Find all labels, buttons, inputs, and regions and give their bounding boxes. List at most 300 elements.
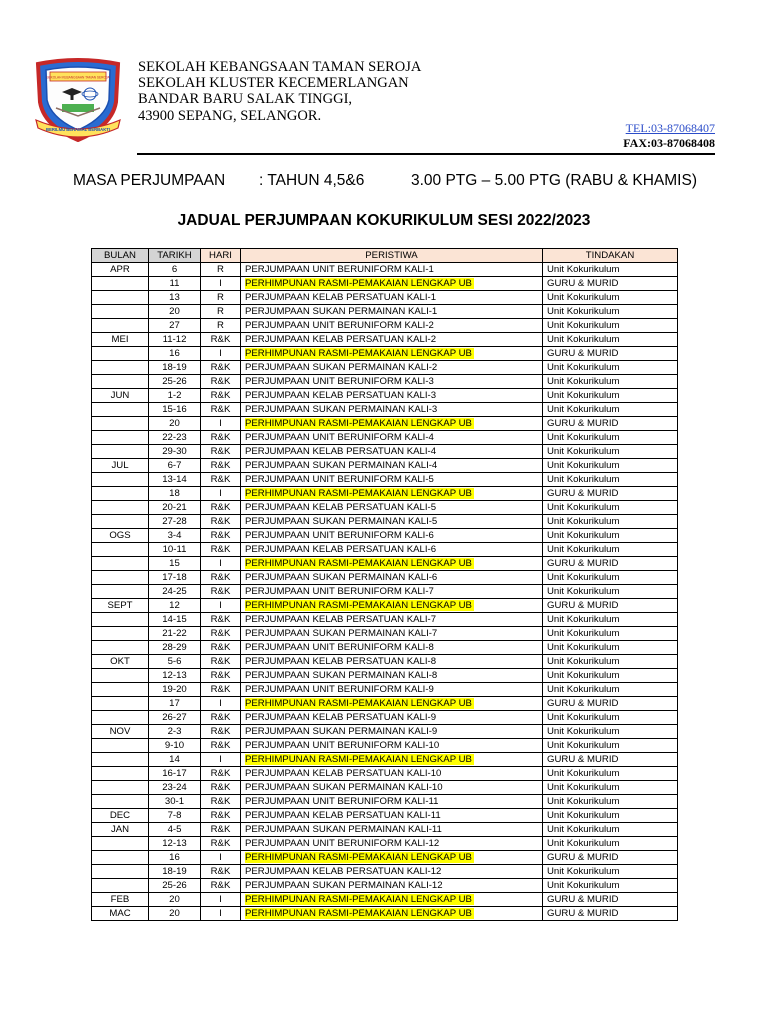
cell-bulan: OKT (92, 655, 149, 669)
school-town-line: BANDAR BARU SALAK TINGGI, (138, 91, 353, 108)
cell-bulan (92, 739, 149, 753)
cell-bulan (92, 361, 149, 375)
cell-peristiwa: PERJUMPAAN UNIT BERUNIFORM KALI-4 (241, 431, 543, 445)
highlighted-event: PERHIMPUNAN RASMI-PEMAKAIAN LENGKAP UB (245, 278, 472, 289)
cell-tarikh: 2-3 (149, 725, 201, 739)
cell-hari: R&K (201, 515, 241, 529)
table-row (92, 515, 678, 529)
highlighted-event: PERHIMPUNAN RASMI-PEMAKAIAN LENGKAP UB (245, 600, 472, 611)
table-row (92, 893, 678, 907)
cell-bulan (92, 515, 149, 529)
cell-tindakan: Unit Kokurikulum (543, 795, 678, 809)
cell-tarikh: 23-24 (149, 781, 201, 795)
logo-ribbon-text: BERILMU BERAMAL BERBAKTI (46, 127, 110, 132)
table-row (92, 389, 678, 403)
cell-hari: R&K (201, 571, 241, 585)
cell-bulan: SEPT (92, 599, 149, 613)
school-logo (32, 58, 124, 142)
cell-hari: I (201, 753, 241, 767)
cell-tarikh: 12 (149, 599, 201, 613)
cell-hari: I (201, 851, 241, 865)
highlighted-event: PERHIMPUNAN RASMI-PEMAKAIAN LENGKAP UB (245, 558, 472, 569)
cell-bulan (92, 347, 149, 361)
cell-peristiwa: PERJUMPAAN KELAB PERSATUAN KALI-1 (241, 291, 543, 305)
cell-tarikh: 11-12 (149, 333, 201, 347)
cell-tarikh: 26-27 (149, 711, 201, 725)
cell-bulan (92, 641, 149, 655)
table-row (92, 431, 678, 445)
cell-hari: I (201, 907, 241, 921)
cell-tindakan: Unit Kokurikulum (543, 375, 678, 389)
cell-tindakan: Unit Kokurikulum (543, 627, 678, 641)
cell-tindakan: GURU & MURID (543, 487, 678, 501)
cell-hari: R&K (201, 837, 241, 851)
schedule-table (91, 248, 678, 921)
cell-bulan (92, 417, 149, 431)
table-row (92, 879, 678, 893)
cell-hari: R (201, 305, 241, 319)
cell-tarikh: 20-21 (149, 501, 201, 515)
table-row (92, 571, 678, 585)
cell-tarikh: 27-28 (149, 515, 201, 529)
cell-hari: R&K (201, 725, 241, 739)
cell-bulan (92, 277, 149, 291)
header-divider (137, 153, 715, 155)
col-header-tindakan: TINDAKAN (543, 249, 678, 263)
table-row (92, 263, 678, 277)
cell-peristiwa (241, 557, 543, 571)
schedule-title: JADUAL PERJUMPAAN KOKURIKULUM SESI 2022/2023 (177, 212, 591, 229)
cell-hari: I (201, 417, 241, 431)
cell-tindakan: GURU & MURID (543, 557, 678, 571)
cell-bulan (92, 445, 149, 459)
fax-number: FAX:03-87068408 (623, 136, 715, 150)
cell-tarikh: 13 (149, 291, 201, 305)
cell-hari: R&K (201, 403, 241, 417)
cell-tindakan: Unit Kokurikulum (543, 823, 678, 837)
col-header-bulan: BULAN (92, 249, 149, 263)
cell-bulan: JAN (92, 823, 149, 837)
table-row (92, 669, 678, 683)
cell-bulan (92, 431, 149, 445)
cell-hari: I (201, 557, 241, 571)
cell-peristiwa (241, 347, 543, 361)
table-row (92, 347, 678, 361)
cell-peristiwa: PERJUMPAAN UNIT BERUNIFORM KALI-5 (241, 473, 543, 487)
table-row (92, 851, 678, 865)
cell-tindakan: Unit Kokurikulum (543, 655, 678, 669)
cell-hari: R&K (201, 333, 241, 347)
cell-peristiwa: PERJUMPAAN UNIT BERUNIFORM KALI-1 (241, 263, 543, 277)
cell-peristiwa: PERJUMPAAN SUKAN PERMAINAN KALI-4 (241, 459, 543, 473)
cell-peristiwa: PERJUMPAAN SUKAN PERMAINAN KALI-2 (241, 361, 543, 375)
table-row (92, 361, 678, 375)
cell-hari: R&K (201, 711, 241, 725)
cell-bulan (92, 375, 149, 389)
cell-hari: I (201, 697, 241, 711)
cell-tarikh: 25-26 (149, 879, 201, 893)
cell-tarikh: 19-20 (149, 683, 201, 697)
table-row (92, 739, 678, 753)
cell-hari: I (201, 277, 241, 291)
table-row (92, 487, 678, 501)
cell-hari: R&K (201, 809, 241, 823)
cell-peristiwa: PERJUMPAAN KELAB PERSATUAN KALI-8 (241, 655, 543, 669)
cell-hari: R&K (201, 879, 241, 893)
table-row (92, 333, 678, 347)
cell-hari: R&K (201, 669, 241, 683)
cell-hari: I (201, 347, 241, 361)
table-row (92, 473, 678, 487)
cell-tarikh: 18-19 (149, 865, 201, 879)
cell-tarikh: 16-17 (149, 767, 201, 781)
cell-tindakan: Unit Kokurikulum (543, 865, 678, 879)
table-body (92, 263, 678, 921)
cell-tindakan: Unit Kokurikulum (543, 543, 678, 557)
table-row (92, 753, 678, 767)
cell-tarikh: 12-13 (149, 837, 201, 851)
cell-bulan: JUL (92, 459, 149, 473)
cell-tindakan: Unit Kokurikulum (543, 515, 678, 529)
table-row (92, 291, 678, 305)
cell-bulan (92, 543, 149, 557)
cell-hari: R&K (201, 501, 241, 515)
cell-peristiwa: PERJUMPAAN UNIT BERUNIFORM KALI-7 (241, 585, 543, 599)
cell-bulan (92, 613, 149, 627)
cell-tindakan: Unit Kokurikulum (543, 361, 678, 375)
cell-tarikh: 17-18 (149, 571, 201, 585)
cell-bulan (92, 473, 149, 487)
table-row (92, 543, 678, 557)
cell-bulan (92, 291, 149, 305)
cell-tarikh: 20 (149, 893, 201, 907)
cell-tarikh: 21-22 (149, 627, 201, 641)
cell-peristiwa: PERJUMPAAN KELAB PERSATUAN KALI-10 (241, 767, 543, 781)
cell-peristiwa: PERJUMPAAN SUKAN PERMAINAN KALI-3 (241, 403, 543, 417)
table-row (92, 529, 678, 543)
cell-tindakan: Unit Kokurikulum (543, 305, 678, 319)
cell-bulan (92, 627, 149, 641)
cell-tindakan: Unit Kokurikulum (543, 473, 678, 487)
cell-bulan: NOV (92, 725, 149, 739)
cell-tindakan: GURU & MURID (543, 907, 678, 921)
cell-peristiwa: PERJUMPAAN SUKAN PERMAINAN KALI-5 (241, 515, 543, 529)
cell-tindakan: Unit Kokurikulum (543, 389, 678, 403)
table-row (92, 697, 678, 711)
cell-hari: R&K (201, 781, 241, 795)
cell-tindakan: GURU & MURID (543, 851, 678, 865)
cell-peristiwa: PERJUMPAAN UNIT BERUNIFORM KALI-6 (241, 529, 543, 543)
cell-bulan: JUN (92, 389, 149, 403)
table-row (92, 375, 678, 389)
highlighted-event: PERHIMPUNAN RASMI-PEMAKAIAN LENGKAP UB (245, 488, 472, 499)
cell-bulan: OGS (92, 529, 149, 543)
cell-peristiwa: PERJUMPAAN KELAB PERSATUAN KALI-9 (241, 711, 543, 725)
cell-bulan (92, 753, 149, 767)
cell-hari: R&K (201, 389, 241, 403)
table-row (92, 305, 678, 319)
meeting-time: 3.00 PTG – 5.00 PTG (RABU & KHAMIS) (411, 172, 697, 189)
cell-tindakan: GURU & MURID (543, 753, 678, 767)
cell-tarikh: 14 (149, 753, 201, 767)
cell-tindakan: Unit Kokurikulum (543, 333, 678, 347)
highlighted-event: PERHIMPUNAN RASMI-PEMAKAIAN LENGKAP UB (245, 698, 472, 709)
cell-peristiwa: PERJUMPAAN KELAB PERSATUAN KALI-6 (241, 543, 543, 557)
cell-hari: R&K (201, 767, 241, 781)
cell-bulan (92, 585, 149, 599)
cell-peristiwa (241, 907, 543, 921)
col-header-peristiwa: PERISTIWA (241, 249, 543, 263)
cell-bulan (92, 781, 149, 795)
highlighted-event: PERHIMPUNAN RASMI-PEMAKAIAN LENGKAP UB (245, 852, 472, 863)
table-row (92, 627, 678, 641)
cell-bulan (92, 851, 149, 865)
cell-hari: R&K (201, 375, 241, 389)
cell-tindakan: Unit Kokurikulum (543, 781, 678, 795)
table-row (92, 655, 678, 669)
cell-hari: R&K (201, 641, 241, 655)
school-name-line: SEKOLAH KEBANGSAAN TAMAN SEROJA (138, 59, 422, 75)
cell-tarikh: 18-19 (149, 361, 201, 375)
cell-tarikh: 6-7 (149, 459, 201, 473)
cell-peristiwa (241, 697, 543, 711)
table-row (92, 277, 678, 291)
cell-bulan (92, 557, 149, 571)
cell-tindakan: Unit Kokurikulum (543, 501, 678, 515)
cell-tindakan: Unit Kokurikulum (543, 767, 678, 781)
cell-peristiwa (241, 417, 543, 431)
cell-tarikh: 25-26 (149, 375, 201, 389)
cell-tindakan: Unit Kokurikulum (543, 571, 678, 585)
cell-bulan (92, 837, 149, 851)
cell-bulan (92, 683, 149, 697)
cell-tarikh: 20 (149, 907, 201, 921)
table-row (92, 725, 678, 739)
table-row (92, 865, 678, 879)
cell-hari: R&K (201, 627, 241, 641)
cell-tindakan: Unit Kokurikulum (543, 809, 678, 823)
cell-bulan: FEB (92, 893, 149, 907)
cell-tindakan: GURU & MURID (543, 417, 678, 431)
cell-peristiwa: PERJUMPAAN UNIT BERUNIFORM KALI-12 (241, 837, 543, 851)
cell-tindakan: Unit Kokurikulum (543, 445, 678, 459)
cell-tarikh: 4-5 (149, 823, 201, 837)
school-postcode-line: 43900 SEPANG, SELANGOR. (138, 107, 322, 124)
cell-tindakan: Unit Kokurikulum (543, 669, 678, 683)
cell-tindakan: Unit Kokurikulum (543, 683, 678, 697)
cell-hari: R (201, 291, 241, 305)
school-address (138, 59, 421, 124)
cell-peristiwa: PERJUMPAAN SUKAN PERMAINAN KALI-8 (241, 669, 543, 683)
cell-peristiwa (241, 599, 543, 613)
cell-tindakan: Unit Kokurikulum (543, 879, 678, 893)
cell-peristiwa: PERJUMPAAN KELAB PERSATUAN KALI-12 (241, 865, 543, 879)
cell-peristiwa: PERJUMPAAN SUKAN PERMAINAN KALI-1 (241, 305, 543, 319)
table-row (92, 557, 678, 571)
cell-peristiwa: PERJUMPAAN KELAB PERSATUAN KALI-5 (241, 501, 543, 515)
table-row (92, 613, 678, 627)
cell-hari: R&K (201, 613, 241, 627)
cell-tindakan: Unit Kokurikulum (543, 529, 678, 543)
cell-peristiwa: PERJUMPAAN UNIT BERUNIFORM KALI-9 (241, 683, 543, 697)
cell-tarikh: 15 (149, 557, 201, 571)
cell-tarikh: 29-30 (149, 445, 201, 459)
cell-hari: R&K (201, 431, 241, 445)
tel-link[interactable]: TEL:03-87068407 (625, 121, 715, 135)
cell-tarikh: 5-6 (149, 655, 201, 669)
table-header-row (92, 249, 678, 263)
cell-tarikh: 18 (149, 487, 201, 501)
cell-bulan (92, 865, 149, 879)
cell-tindakan: Unit Kokurikulum (543, 725, 678, 739)
cell-hari: R (201, 319, 241, 333)
cell-hari: R&K (201, 655, 241, 669)
table-row (92, 823, 678, 837)
cell-peristiwa: PERJUMPAAN UNIT BERUNIFORM KALI-2 (241, 319, 543, 333)
cell-hari: R&K (201, 473, 241, 487)
cell-bulan: MAC (92, 907, 149, 921)
cell-peristiwa: PERJUMPAAN SUKAN PERMAINAN KALI-11 (241, 823, 543, 837)
cell-bulan: MEI (92, 333, 149, 347)
cell-peristiwa: PERJUMPAAN UNIT BERUNIFORM KALI-11 (241, 795, 543, 809)
meeting-years: : TAHUN 4,5&6 (259, 172, 365, 189)
cell-peristiwa (241, 753, 543, 767)
highlighted-event: PERHIMPUNAN RASMI-PEMAKAIAN LENGKAP UB (245, 418, 472, 429)
table-row (92, 459, 678, 473)
cell-tindakan: GURU & MURID (543, 599, 678, 613)
cell-tarikh: 6 (149, 263, 201, 277)
cell-hari: R&K (201, 361, 241, 375)
cell-peristiwa: PERJUMPAAN SUKAN PERMAINAN KALI-7 (241, 627, 543, 641)
cell-tarikh: 15-16 (149, 403, 201, 417)
cell-peristiwa: PERJUMPAAN SUKAN PERMAINAN KALI-10 (241, 781, 543, 795)
col-header-tarikh: TARIKH (149, 249, 201, 263)
cell-tindakan: Unit Kokurikulum (543, 641, 678, 655)
table-row (92, 711, 678, 725)
cell-tindakan: GURU & MURID (543, 893, 678, 907)
cell-bulan (92, 711, 149, 725)
cell-tarikh: 14-15 (149, 613, 201, 627)
cell-peristiwa: PERJUMPAAN SUKAN PERMAINAN KALI-9 (241, 725, 543, 739)
cell-peristiwa: PERJUMPAAN KELAB PERSATUAN KALI-3 (241, 389, 543, 403)
table-row (92, 795, 678, 809)
meeting-label: MASA PERJUMPAAN (73, 172, 226, 189)
cell-peristiwa: PERJUMPAAN SUKAN PERMAINAN KALI-6 (241, 571, 543, 585)
cell-peristiwa: PERJUMPAAN UNIT BERUNIFORM KALI-8 (241, 641, 543, 655)
cell-bulan (92, 403, 149, 417)
cell-tarikh: 17 (149, 697, 201, 711)
cell-bulan (92, 571, 149, 585)
cell-peristiwa (241, 487, 543, 501)
cell-bulan (92, 697, 149, 711)
cell-hari: R&K (201, 585, 241, 599)
cell-tarikh: 13-14 (149, 473, 201, 487)
cell-tarikh: 11 (149, 277, 201, 291)
table-row (92, 403, 678, 417)
cell-peristiwa (241, 851, 543, 865)
cell-tindakan: Unit Kokurikulum (543, 739, 678, 753)
cell-tindakan: Unit Kokurikulum (543, 291, 678, 305)
cell-peristiwa: PERJUMPAAN KELAB PERSATUAN KALI-7 (241, 613, 543, 627)
table-row (92, 445, 678, 459)
cell-peristiwa (241, 893, 543, 907)
cell-bulan: DEC (92, 809, 149, 823)
cell-bulan (92, 795, 149, 809)
school-cluster-line: SEKOLAH KLUSTER KECEMERLANGAN (138, 75, 409, 92)
table-row (92, 767, 678, 781)
cell-bulan (92, 487, 149, 501)
cell-bulan (92, 767, 149, 781)
logo-top-text: SEKOLAH KEBANGSAAN TAMAN SEROJA (46, 75, 110, 80)
cell-hari: R&K (201, 823, 241, 837)
cell-tindakan: Unit Kokurikulum (543, 459, 678, 473)
cell-tindakan: Unit Kokurikulum (543, 837, 678, 851)
cell-tarikh: 22-23 (149, 431, 201, 445)
cell-hari: I (201, 487, 241, 501)
cell-bulan (92, 669, 149, 683)
table-row (92, 907, 678, 921)
col-header-hari: HARI (201, 249, 241, 263)
cell-bulan (92, 305, 149, 319)
cell-tindakan: Unit Kokurikulum (543, 403, 678, 417)
cell-tarikh: 9-10 (149, 739, 201, 753)
cell-tindakan: Unit Kokurikulum (543, 263, 678, 277)
cell-hari: R&K (201, 543, 241, 557)
table-row (92, 501, 678, 515)
cell-peristiwa: PERJUMPAAN UNIT BERUNIFORM KALI-3 (241, 375, 543, 389)
cell-tarikh: 7-8 (149, 809, 201, 823)
cell-tindakan: Unit Kokurikulum (543, 711, 678, 725)
cell-tarikh: 3-4 (149, 529, 201, 543)
cell-tarikh: 16 (149, 347, 201, 361)
table-row (92, 781, 678, 795)
cell-tindakan: Unit Kokurikulum (543, 319, 678, 333)
cell-hari: I (201, 599, 241, 613)
table-row (92, 585, 678, 599)
cell-tindakan: Unit Kokurikulum (543, 613, 678, 627)
cell-hari: R&K (201, 795, 241, 809)
cell-bulan (92, 879, 149, 893)
highlighted-event: PERHIMPUNAN RASMI-PEMAKAIAN LENGKAP UB (245, 754, 472, 765)
cell-tarikh: 20 (149, 417, 201, 431)
cell-bulan (92, 319, 149, 333)
table-row (92, 417, 678, 431)
cell-hari: R&K (201, 445, 241, 459)
cell-tindakan: Unit Kokurikulum (543, 585, 678, 599)
cell-tindakan: GURU & MURID (543, 347, 678, 361)
cell-tarikh: 12-13 (149, 669, 201, 683)
cell-hari: I (201, 893, 241, 907)
highlighted-event: PERHIMPUNAN RASMI-PEMAKAIAN LENGKAP UB (245, 894, 472, 905)
highlighted-event: PERHIMPUNAN RASMI-PEMAKAIAN LENGKAP UB (245, 908, 472, 919)
cell-peristiwa: PERJUMPAAN KELAB PERSATUAN KALI-4 (241, 445, 543, 459)
cell-hari: R&K (201, 459, 241, 473)
table-row (92, 641, 678, 655)
table-row (92, 319, 678, 333)
cell-peristiwa (241, 277, 543, 291)
cell-hari: R&K (201, 865, 241, 879)
cell-hari: R (201, 263, 241, 277)
table-row (92, 683, 678, 697)
cell-peristiwa: PERJUMPAAN UNIT BERUNIFORM KALI-10 (241, 739, 543, 753)
cell-peristiwa: PERJUMPAAN KELAB PERSATUAN KALI-2 (241, 333, 543, 347)
table-row (92, 837, 678, 851)
cell-tarikh: 20 (149, 305, 201, 319)
cell-tarikh: 1-2 (149, 389, 201, 403)
cell-tarikh: 24-25 (149, 585, 201, 599)
cell-hari: R&K (201, 739, 241, 753)
cell-hari: R&K (201, 683, 241, 697)
